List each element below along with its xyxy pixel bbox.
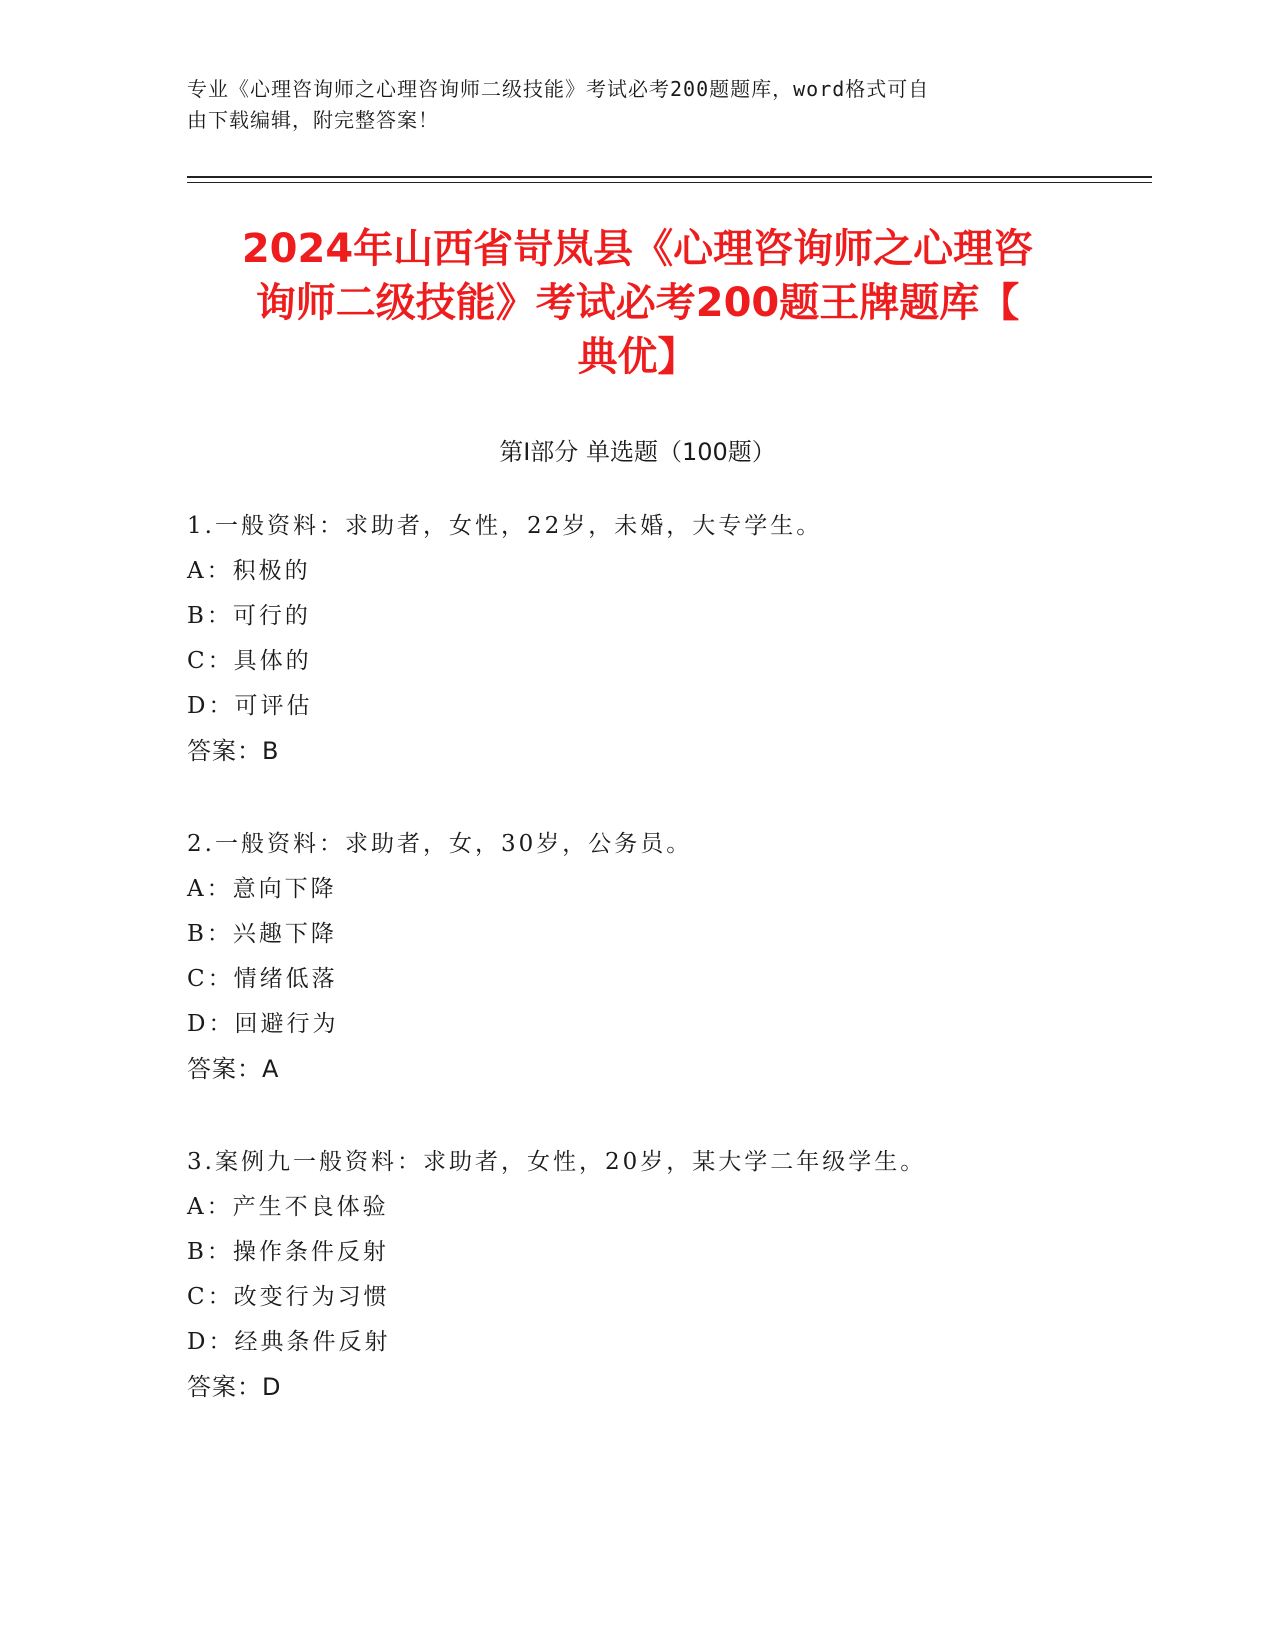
option-a: A：产生不良体验 <box>187 1194 389 1220</box>
question-2 <box>187 822 1147 1092</box>
option-c: C：情绪低落 <box>187 966 338 992</box>
header-divider-thin <box>187 182 1152 183</box>
option-a: A：积极的 <box>187 558 311 584</box>
option-d: D：回避行为 <box>187 1011 339 1037</box>
document-title <box>150 222 1125 384</box>
title-line-2: 询师二级技能》考试必考200题王牌题库【 <box>255 280 1020 326</box>
question-stem: 2.一般资料：求助者，女，30岁，公务员。 <box>187 831 693 857</box>
title-line-3: 典优】 <box>577 334 698 380</box>
option-b: B：可行的 <box>187 603 311 629</box>
option-b: B：操作条件反射 <box>187 1239 389 1265</box>
question-3 <box>187 1140 1147 1410</box>
option-c: C：具体的 <box>187 648 312 674</box>
answer: 答案：D <box>187 1373 282 1401</box>
section-heading: 第Ⅰ部分 单选题（100题） <box>499 438 776 466</box>
header-note-line-2: 由下载编辑，附完整答案！ <box>187 108 439 132</box>
question-stem: 3.案例九一般资料：求助者，女性，20岁，某大学二年级学生。 <box>187 1149 927 1175</box>
option-d: D：可评估 <box>187 693 313 719</box>
title-line-1: 2024年山西省岢岚县《心理咨询师之心理咨 <box>241 226 1034 272</box>
answer: 答案：A <box>187 1055 280 1083</box>
header-divider-thick <box>187 176 1152 178</box>
option-a: A：意向下降 <box>187 876 337 902</box>
question-stem: 1.一般资料：求助者，女性，22岁，未婚，大专学生。 <box>187 513 823 539</box>
header-note-line-1: 专业《心理咨询师之心理咨询师二级技能》考试必考200题题库，word格式可自 <box>187 77 930 101</box>
header-note <box>187 74 1067 136</box>
question-1 <box>187 504 1147 774</box>
option-d: D：经典条件反射 <box>187 1329 391 1355</box>
option-c: C：改变行为习惯 <box>187 1284 390 1310</box>
answer: 答案：B <box>187 737 280 765</box>
option-b: B：兴趣下降 <box>187 921 337 947</box>
